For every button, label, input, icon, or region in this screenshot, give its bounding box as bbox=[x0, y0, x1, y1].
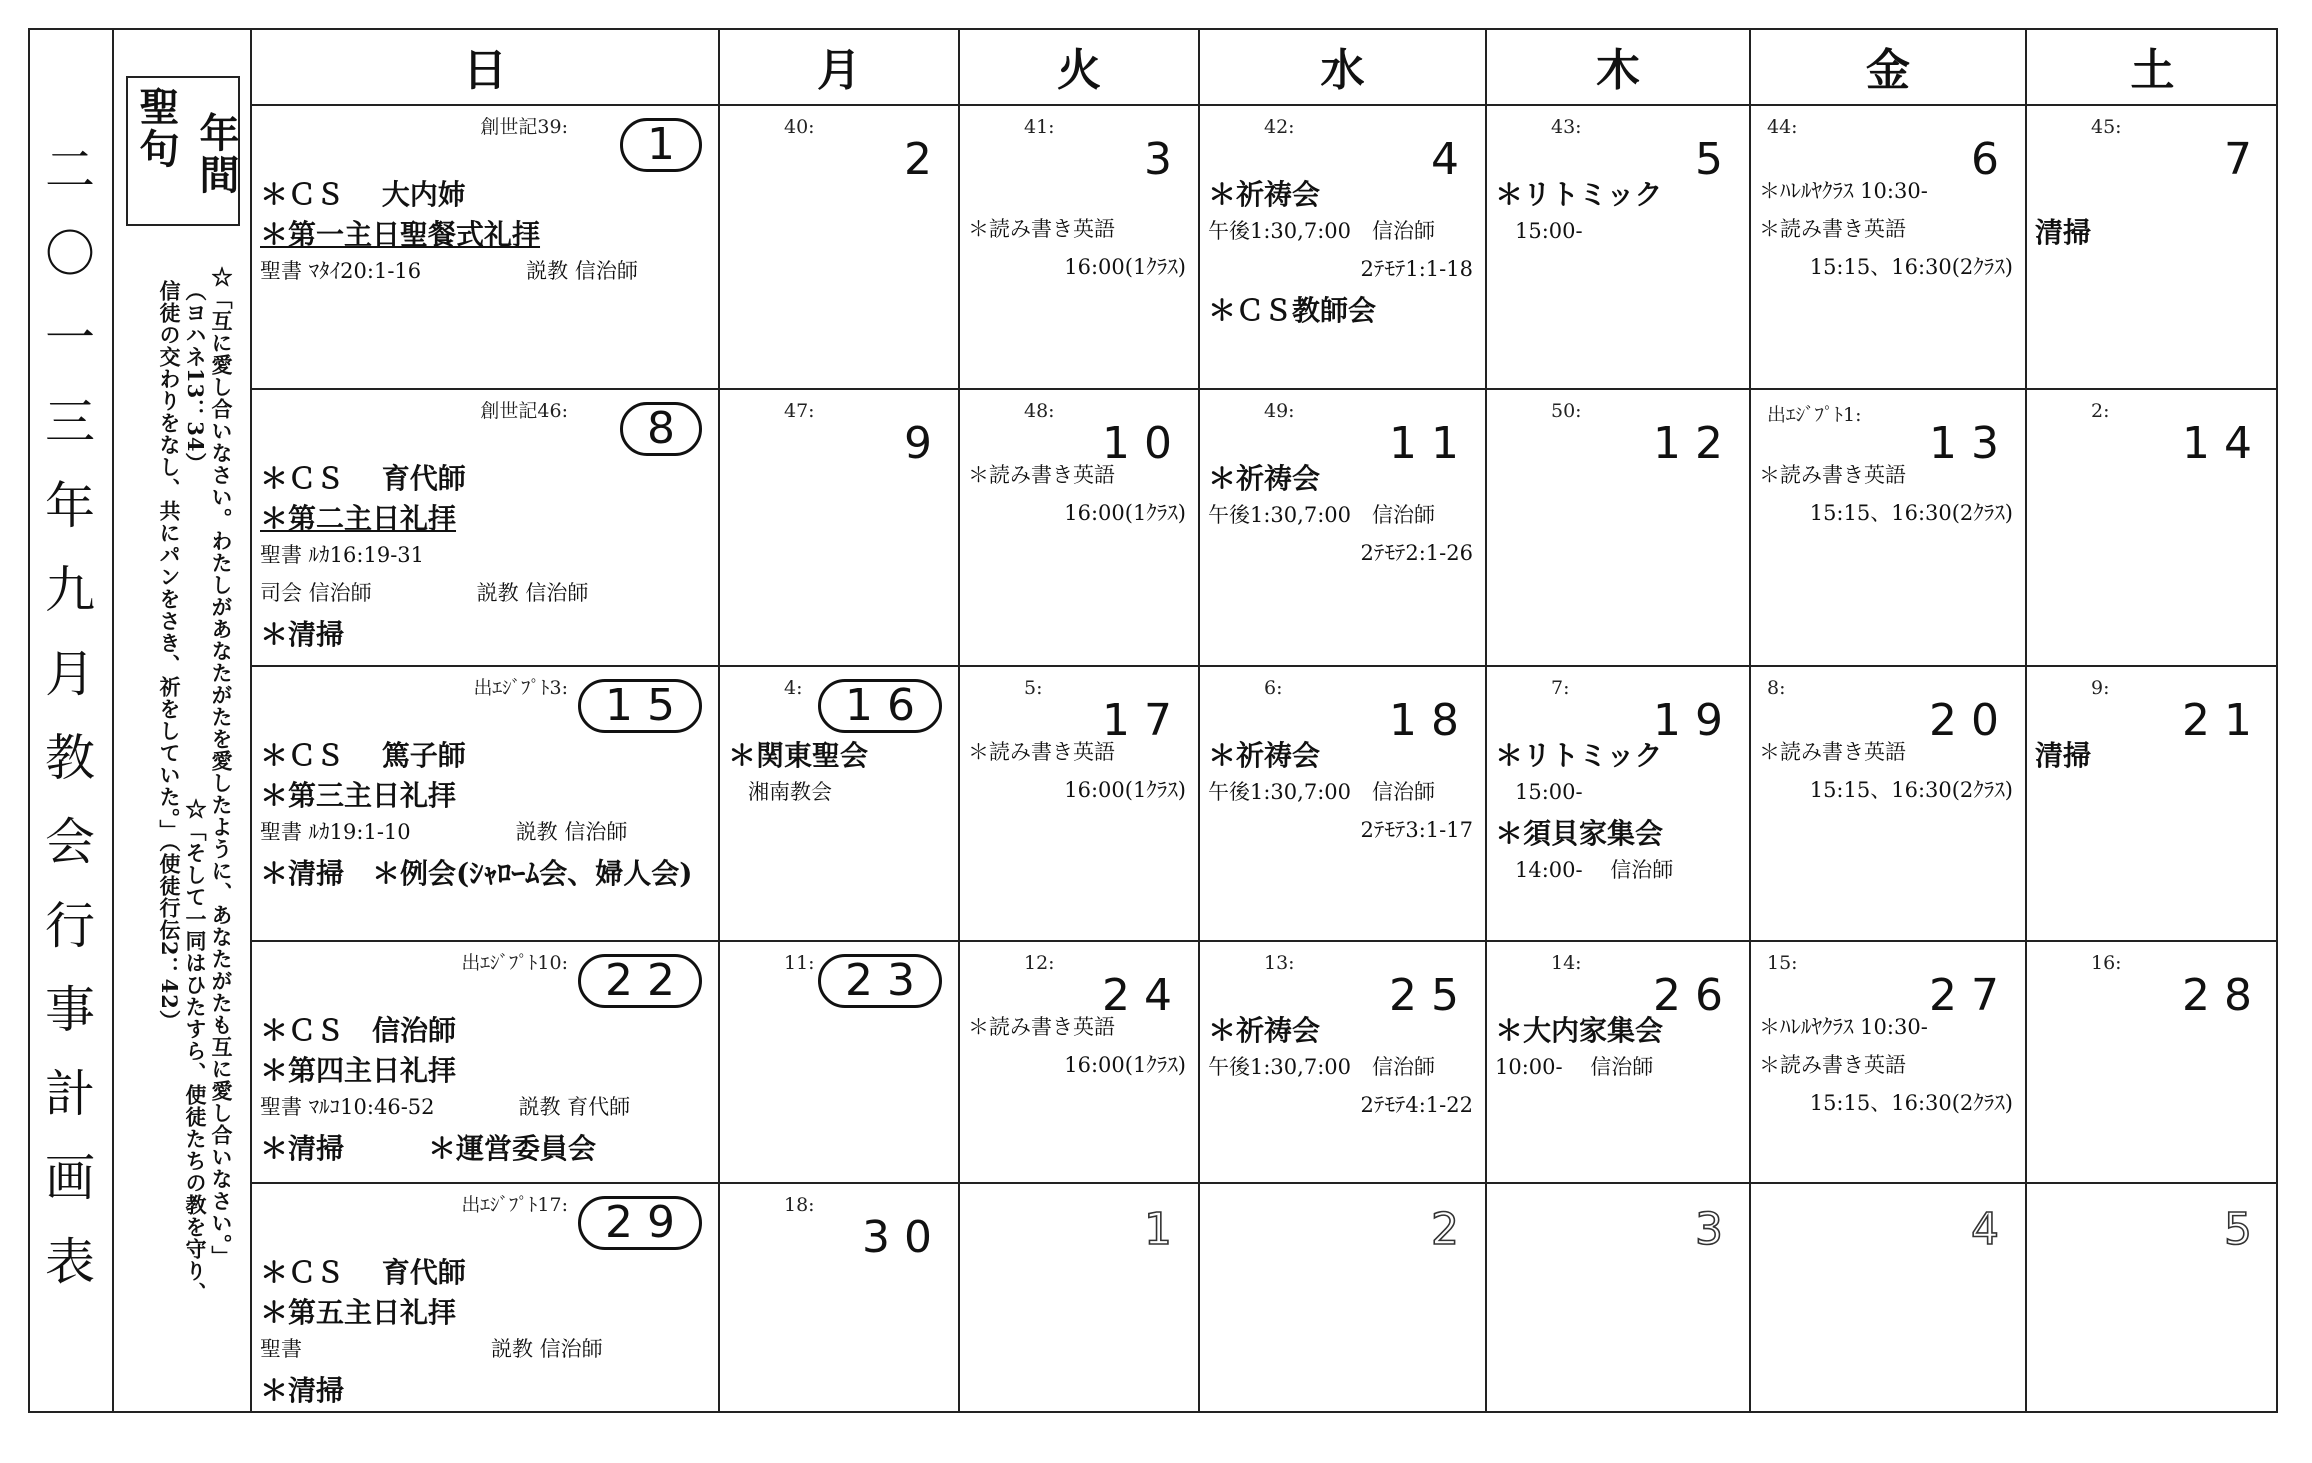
event-list bbox=[1759, 737, 2021, 813]
day-cell bbox=[1487, 942, 1751, 1184]
scripture-reading-ref: 出ｴｼﾞﾌﾟﾄ1: bbox=[1767, 404, 1862, 426]
title-char: 九 bbox=[45, 561, 95, 619]
scripture-reading-ref: 4: bbox=[784, 677, 803, 699]
verse-line-3: ☆「そして一同はひたすら、使徒たちの教を守り、 bbox=[183, 798, 208, 1304]
day-number: 3 bbox=[1144, 134, 1186, 185]
event-line: ＊ＣＳ 育代師 bbox=[260, 462, 466, 495]
event-line: 午後1:30,7:00 信治師 bbox=[1208, 219, 1435, 243]
day-cell bbox=[960, 390, 1200, 667]
title-char: 会 bbox=[45, 813, 95, 871]
scripture-reading-ref: 47: bbox=[784, 400, 815, 422]
event-line: 2ﾃﾓﾃ4:1-22 bbox=[1360, 1093, 1473, 1117]
day-cell bbox=[1200, 1184, 1487, 1413]
day-number: 20 bbox=[1929, 695, 2013, 746]
verse-line-2: （ヨハネ13：34） bbox=[183, 280, 208, 475]
event-line: 16:00(1ｸﾗｽ) bbox=[1064, 778, 1186, 802]
day-number: 23 bbox=[818, 954, 942, 1008]
day-number: 17 bbox=[1102, 695, 1186, 746]
title-char: 行 bbox=[45, 897, 95, 955]
day-number: 3 bbox=[1695, 1204, 1737, 1255]
scripture-reading-ref: 12: bbox=[1024, 952, 1055, 974]
event-list bbox=[728, 737, 954, 815]
event-line: 15:00- bbox=[1515, 219, 1583, 243]
event-line bbox=[968, 176, 1194, 206]
day-number: 8 bbox=[620, 402, 702, 456]
event-list bbox=[1759, 1012, 2021, 1126]
day-cell bbox=[960, 106, 1200, 390]
scripture-reading-ref: 49: bbox=[1264, 400, 1295, 422]
day-cell bbox=[1751, 106, 2027, 390]
event-line: ＊リトミック bbox=[1495, 178, 1663, 211]
scripture-reading-ref: 出ｴｼﾞﾌﾟﾄ10: bbox=[461, 952, 568, 974]
day-cell bbox=[2027, 667, 2278, 942]
scripture-reading-ref: 11: bbox=[784, 952, 815, 974]
event-line: 清掃 bbox=[2035, 216, 2092, 249]
day-cell bbox=[1200, 942, 1487, 1184]
day-number: 29 bbox=[578, 1196, 702, 1250]
scripture-reading-ref: 40: bbox=[784, 116, 815, 138]
day-cell bbox=[1751, 1184, 2027, 1413]
event-line: ＊祈祷会 bbox=[1208, 462, 1321, 495]
day-number: 24 bbox=[1102, 970, 1186, 1021]
scripture-reading-ref: 9: bbox=[2091, 677, 2110, 699]
event-line: 午後1:30,7:00 信治師 bbox=[1208, 1055, 1435, 1079]
event-list bbox=[260, 460, 714, 656]
day-number: 30 bbox=[862, 1212, 946, 1263]
event-list bbox=[968, 1012, 1194, 1088]
day-number: 25 bbox=[1389, 970, 1473, 1021]
event-line: 湘南教会 bbox=[748, 780, 832, 804]
event-line: ＊読み書き英語 bbox=[1759, 1053, 1906, 1077]
event-line: 2ﾃﾓﾃ2:1-26 bbox=[1360, 541, 1473, 565]
scripture-reading-ref: 7: bbox=[1551, 677, 1570, 699]
day-cell bbox=[252, 1184, 720, 1413]
day-cell bbox=[2027, 390, 2278, 667]
calendar-grid bbox=[252, 28, 2278, 1413]
event-line: ＊祈祷会 bbox=[1208, 1014, 1321, 1047]
weekday-header: 木 bbox=[1487, 28, 1751, 106]
scripture-reading-ref: 45: bbox=[2091, 116, 2122, 138]
event-line: 2ﾃﾓﾃ3:1-17 bbox=[1360, 818, 1473, 842]
event-list bbox=[1495, 1012, 1745, 1090]
title-char: 〇 bbox=[45, 225, 95, 283]
event-line: 16:00(1ｸﾗｽ) bbox=[1064, 501, 1186, 525]
title-char: 月 bbox=[45, 645, 95, 703]
event-list bbox=[1759, 460, 2021, 536]
event-list bbox=[260, 1254, 714, 1412]
event-line: ＊リトミック bbox=[1495, 739, 1663, 772]
weekday-header: 金 bbox=[1751, 28, 2027, 106]
event-line: ＊第一主日聖餐式礼拝 bbox=[260, 218, 541, 251]
event-line: ＊第三主日礼拝 bbox=[260, 779, 457, 812]
day-number: 18 bbox=[1389, 695, 1473, 746]
event-line: ＊ＣＳ教師会 bbox=[1208, 294, 1377, 327]
event-line: 清掃 bbox=[2035, 739, 2092, 772]
day-number: 15 bbox=[578, 679, 702, 733]
event-line: 15:15、16:30(2ｸﾗｽ) bbox=[1809, 1091, 2013, 1115]
day-cell bbox=[720, 667, 960, 942]
verse-line-1: ☆「互に愛し合いなさい。わたしがあなたがたを愛したように、あなたがたも互に愛し合いなさい。」 bbox=[209, 266, 234, 1268]
day-number: 11 bbox=[1389, 418, 1473, 469]
event-line: 聖書 ﾏﾀｲ20:1-16 説教 信治師 bbox=[260, 259, 638, 283]
event-list bbox=[2035, 176, 2274, 254]
event-list bbox=[1208, 737, 1481, 853]
day-cell bbox=[720, 390, 960, 667]
scripture-reading-ref: 出ｴｼﾞﾌﾟﾄ17: bbox=[461, 1194, 568, 1216]
day-cell bbox=[2027, 1184, 2278, 1413]
scripture-reading-ref: 2: bbox=[2091, 400, 2110, 422]
day-number: 2 bbox=[1431, 1204, 1473, 1255]
event-list bbox=[260, 1012, 714, 1170]
event-line: ＊関東聖会 bbox=[728, 739, 869, 772]
weekday-header: 月 bbox=[720, 28, 960, 106]
scripture-reading-ref: 8: bbox=[1767, 677, 1786, 699]
day-cell bbox=[1487, 390, 1751, 667]
day-cell bbox=[960, 1184, 1200, 1413]
page-title bbox=[28, 28, 114, 1413]
scripture-reading-ref: 13: bbox=[1264, 952, 1295, 974]
event-line: 午後1:30,7:00 信治師 bbox=[1208, 503, 1435, 527]
event-list bbox=[1208, 1012, 1481, 1128]
event-list bbox=[1495, 737, 1745, 893]
title-char: 教 bbox=[45, 729, 95, 787]
event-line: ＊第五主日礼拝 bbox=[260, 1296, 457, 1329]
scripture-reading-ref: 50: bbox=[1551, 400, 1582, 422]
day-cell bbox=[2027, 106, 2278, 390]
event-line: ＊清掃 ＊運営委員会 bbox=[260, 1132, 597, 1165]
day-cell bbox=[720, 106, 960, 390]
day-cell bbox=[1487, 106, 1751, 390]
scripture-reading-ref: 14: bbox=[1551, 952, 1582, 974]
scripture-reading-ref: 出ｴｼﾞﾌﾟﾄ3: bbox=[473, 677, 568, 699]
event-line: 聖書 説教 信治師 bbox=[260, 1337, 603, 1361]
day-number: 13 bbox=[1929, 418, 2013, 469]
event-line: ＊清掃 bbox=[260, 1374, 345, 1407]
event-line: ＊読み書き英語 bbox=[1759, 740, 1906, 764]
event-line: ＊読み書き英語 bbox=[968, 740, 1115, 764]
day-cell bbox=[1751, 667, 2027, 942]
scripture-reading-ref: 44: bbox=[1767, 116, 1798, 138]
day-cell bbox=[252, 942, 720, 1184]
event-list bbox=[260, 176, 714, 294]
day-cell bbox=[960, 942, 1200, 1184]
scripture-reading-ref: 5: bbox=[1024, 677, 1043, 699]
event-line: ＊読み書き英語 bbox=[968, 463, 1115, 487]
event-line: 聖書 ﾏﾙｺ10:46-52 説教 育代師 bbox=[260, 1095, 631, 1119]
verse-label-annual: 年間 bbox=[193, 112, 240, 196]
event-line: ＊清掃 bbox=[260, 618, 345, 651]
day-number: 14 bbox=[2182, 418, 2266, 469]
day-cell bbox=[1751, 390, 2027, 667]
day-cell bbox=[2027, 942, 2278, 1184]
event-line: ＊須貝家集会 bbox=[1495, 817, 1664, 850]
weekday-header: 火 bbox=[960, 28, 1200, 106]
day-number: 2 bbox=[904, 134, 946, 185]
day-number: 6 bbox=[1971, 134, 2013, 185]
day-cell bbox=[720, 942, 960, 1184]
day-number: 5 bbox=[2224, 1204, 2266, 1255]
day-cell bbox=[1487, 667, 1751, 942]
event-line: 15:15、16:30(2ｸﾗｽ) bbox=[1809, 255, 2013, 279]
event-list bbox=[1759, 176, 2021, 290]
event-line: ＊ＣＳ 大内姉 bbox=[260, 178, 466, 211]
event-list bbox=[1208, 176, 1481, 332]
day-number: 12 bbox=[1653, 418, 1737, 469]
day-cell bbox=[1751, 942, 2027, 1184]
event-line: ＊清掃 ＊例会(ｼｬﾛｰﾑ会、婦人会) bbox=[260, 857, 693, 890]
day-cell bbox=[252, 667, 720, 942]
day-number: 7 bbox=[2224, 134, 2266, 185]
weekday-header: 水 bbox=[1200, 28, 1487, 106]
verse-label-verse: 聖句 bbox=[133, 86, 180, 170]
day-cell bbox=[720, 1184, 960, 1413]
event-line: ＊ＣＳ 育代師 bbox=[260, 1256, 466, 1289]
event-list bbox=[2035, 737, 2274, 777]
event-line: ＊第二主日礼拝 bbox=[260, 502, 457, 535]
event-line: ＊読み書き英語 bbox=[1759, 463, 1906, 487]
event-line: 聖書 ﾙｶ19:1-10 説教 信治師 bbox=[260, 820, 628, 844]
event-line: 15:00- bbox=[1515, 780, 1583, 804]
event-line: ＊読み書き英語 bbox=[968, 217, 1115, 241]
scripture-reading-ref: 15: bbox=[1767, 952, 1798, 974]
event-line: ＊ＣＳ 篤子師 bbox=[260, 739, 466, 772]
title-char: 事 bbox=[45, 981, 95, 1039]
event-line: 15:15、16:30(2ｸﾗｽ) bbox=[1809, 778, 2013, 802]
event-line: ＊大内家集会 bbox=[1495, 1014, 1664, 1047]
event-line: 14:00- 信治師 bbox=[1515, 858, 1674, 882]
day-number: 26 bbox=[1653, 970, 1737, 1021]
verse-line-4: 信徒の交わりをなし、共にパンをさき、祈をしていた。」（使徒行伝2：42） bbox=[157, 280, 182, 1032]
title-char: 画 bbox=[45, 1149, 95, 1207]
event-list bbox=[968, 460, 1194, 536]
event-line: 聖書 ﾙｶ16:19-31 bbox=[260, 543, 425, 567]
event-line: ＊読み書き英語 bbox=[968, 1015, 1115, 1039]
event-line: ＊祈祷会 bbox=[1208, 739, 1321, 772]
event-line: ＊ﾊﾚﾙﾔｸﾗｽ 10:30- bbox=[1759, 1015, 1928, 1039]
scripture-reading-ref: 41: bbox=[1024, 116, 1055, 138]
verse-column bbox=[114, 28, 252, 1413]
event-list bbox=[1495, 176, 1745, 254]
event-list bbox=[968, 176, 1194, 290]
day-number: 22 bbox=[578, 954, 702, 1008]
scripture-reading-ref: 16: bbox=[2091, 952, 2122, 974]
day-number: 28 bbox=[2182, 970, 2266, 1021]
event-line: 2ﾃﾓﾃ1:1-18 bbox=[1360, 257, 1473, 281]
weekday-header: 日 bbox=[252, 28, 720, 106]
event-line: 午後1:30,7:00 信治師 bbox=[1208, 780, 1435, 804]
event-list bbox=[260, 737, 714, 895]
day-cell bbox=[1200, 667, 1487, 942]
title-char: 三 bbox=[45, 393, 95, 451]
scripture-reading-ref: 43: bbox=[1551, 116, 1582, 138]
day-number: 5 bbox=[1695, 134, 1737, 185]
day-number: 16 bbox=[818, 679, 942, 733]
day-number: 1 bbox=[620, 118, 702, 172]
event-line: 15:15、16:30(2ｸﾗｽ) bbox=[1809, 501, 2013, 525]
day-cell bbox=[252, 106, 720, 390]
title-char: 年 bbox=[45, 477, 95, 535]
day-cell bbox=[960, 667, 1200, 942]
scripture-reading-ref: 42: bbox=[1264, 116, 1295, 138]
day-number: 10 bbox=[1102, 418, 1186, 469]
event-line: ＊祈祷会 bbox=[1208, 178, 1321, 211]
event-line bbox=[2035, 176, 2274, 206]
title-char: 計 bbox=[45, 1065, 95, 1123]
scripture-reading-ref: 創世記39: bbox=[480, 116, 568, 138]
event-line: ＊読み書き英語 bbox=[1759, 217, 1906, 241]
event-line: 16:00(1ｸﾗｽ) bbox=[1064, 255, 1186, 279]
title-char: 一 bbox=[45, 309, 95, 367]
day-cell bbox=[252, 390, 720, 667]
verse-label-box bbox=[126, 76, 240, 226]
day-number: 19 bbox=[1653, 695, 1737, 746]
scripture-reading-ref: 6: bbox=[1264, 677, 1283, 699]
scripture-reading-ref: 18: bbox=[784, 1194, 815, 1216]
day-number: 27 bbox=[1929, 970, 2013, 1021]
day-number: 1 bbox=[1144, 1204, 1186, 1255]
title-char: 表 bbox=[45, 1233, 95, 1291]
event-list bbox=[968, 737, 1194, 813]
event-line: ＊ﾊﾚﾙﾔｸﾗｽ 10:30- bbox=[1759, 179, 1928, 203]
scripture-reading-ref: 48: bbox=[1024, 400, 1055, 422]
event-list bbox=[1208, 460, 1481, 576]
weekday-header: 土 bbox=[2027, 28, 2278, 106]
day-cell bbox=[1200, 106, 1487, 390]
event-line: ＊ＣＳ 信治師 bbox=[260, 1014, 457, 1047]
day-number: 4 bbox=[1971, 1204, 2013, 1255]
event-line: ＊第四主日礼拝 bbox=[260, 1054, 457, 1087]
day-number: 4 bbox=[1431, 134, 1473, 185]
day-number: 21 bbox=[2182, 695, 2266, 746]
day-number: 9 bbox=[904, 418, 946, 469]
event-line: 司会 信治師 説教 信治師 bbox=[260, 581, 589, 605]
day-cell bbox=[1200, 390, 1487, 667]
title-char: 二 bbox=[45, 141, 95, 199]
scripture-reading-ref: 創世記46: bbox=[480, 400, 568, 422]
event-line: 10:00- 信治師 bbox=[1495, 1055, 1654, 1079]
day-cell bbox=[1487, 1184, 1751, 1413]
event-line: 16:00(1ｸﾗｽ) bbox=[1064, 1053, 1186, 1077]
